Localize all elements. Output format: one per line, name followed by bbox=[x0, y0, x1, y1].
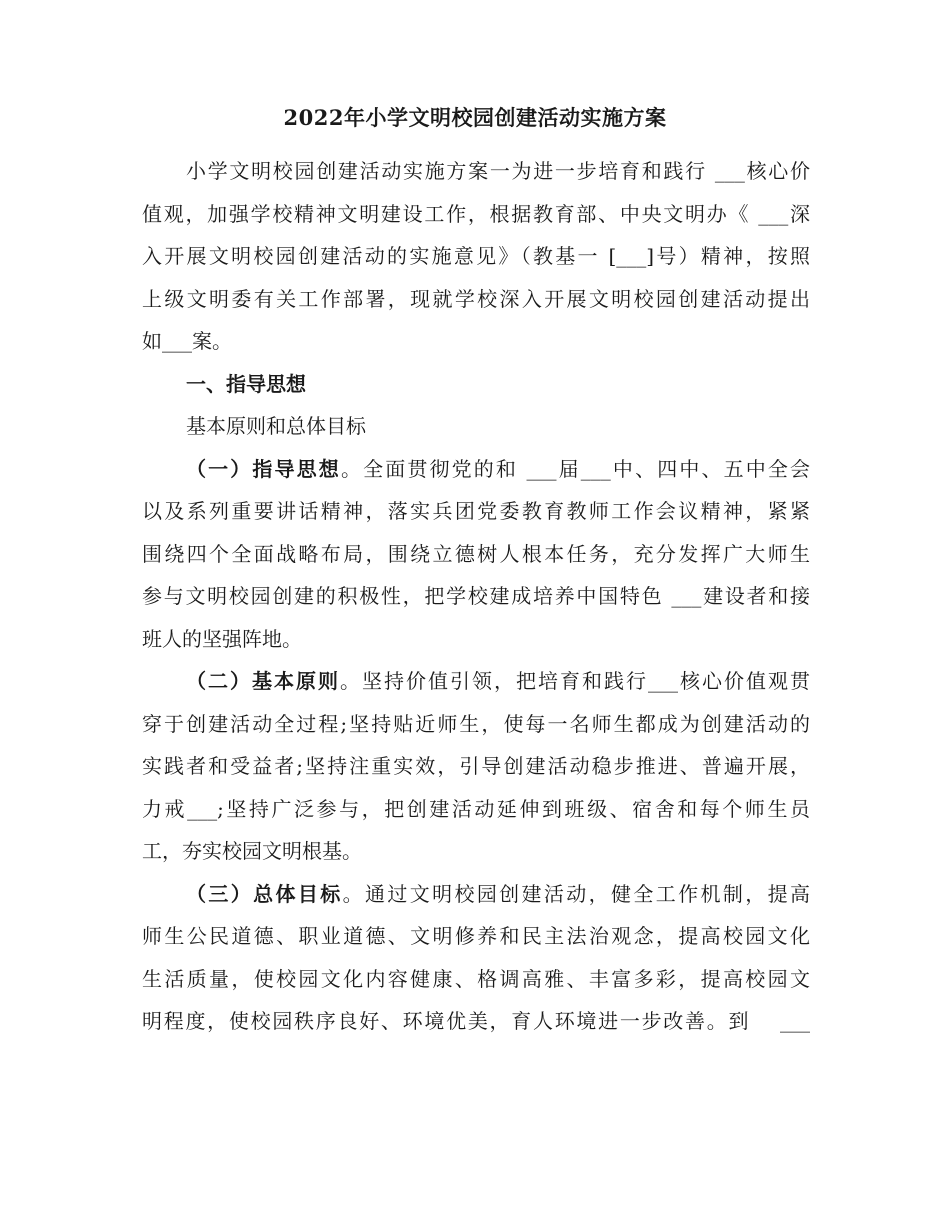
body-line bbox=[142, 320, 810, 363]
line-text: 力戒___;坚持广泛参与，把创建活动延伸到班级、宿舍和每个师生员 bbox=[142, 796, 810, 821]
body-line bbox=[142, 788, 810, 831]
body-line bbox=[142, 618, 810, 661]
line-text: 围绕四个全面战略布局，围绕立德树人根本任务，充分发挥广大师生 bbox=[142, 541, 810, 566]
body-line bbox=[142, 278, 810, 321]
section-heading: 一、指导思想 bbox=[186, 371, 306, 396]
body-line bbox=[142, 533, 810, 576]
document-body bbox=[142, 150, 810, 1043]
body-line bbox=[142, 745, 810, 788]
body-line bbox=[142, 660, 810, 703]
document-title: 2022年小学文明校园创建活动实施方案 bbox=[283, 105, 667, 130]
section-heading: （一）指导思想 bbox=[186, 456, 341, 481]
body-line bbox=[142, 703, 810, 746]
line-text: 穿于创建活动全过程;坚持贴近师生，使每一名师生都成为创建活动的 bbox=[142, 711, 810, 736]
line-text: 如___案。 bbox=[142, 329, 232, 353]
body-line bbox=[142, 193, 810, 236]
line-text: 。全面贯彻党的和 ___届___中、四中、五中全会 bbox=[340, 456, 811, 481]
body-line bbox=[142, 830, 810, 873]
line-text: 实践者和受益者;坚持注重实效，引导创建活动稳步推进、普遍开展， bbox=[142, 754, 810, 778]
line-text: 工，夯实校园文明根基。 bbox=[142, 839, 362, 863]
body-line bbox=[142, 448, 810, 491]
line-text: 。通过文明校园创建活动，健全工作机制，提高 bbox=[342, 881, 811, 906]
line-text: 明程度，使校园秩序良好、环境优美，育人环境进一步改善。到 ___ bbox=[142, 1009, 810, 1033]
body-line bbox=[142, 915, 810, 958]
line-text: 参与文明校园创建的积极性，把学校建成培养中国特色 ___建设者和接 bbox=[142, 584, 810, 608]
line-text: 值观，加强学校精神文明建设工作，根据教育部、中央文明办《 ___深 bbox=[142, 201, 810, 226]
body-line bbox=[142, 1000, 810, 1043]
line-text: 师生公民道德、职业道德、文明修养和民主法治观念，提高校园文化 bbox=[142, 924, 810, 948]
body-line bbox=[142, 490, 810, 533]
body-line bbox=[142, 150, 810, 193]
line-text: 以及系列重要讲话精神，落实兵团党委教育教师工作会议精神，紧紧 bbox=[142, 499, 810, 523]
line-text: 上级文明委有关工作部署，现就学校深入开展文明校园创建活动提出 bbox=[142, 286, 810, 311]
line-text: 入开展文明校园创建活动的实施意见》（教基一 [___]号）精神，按照 bbox=[142, 244, 810, 268]
body-line bbox=[142, 958, 810, 1001]
body-line bbox=[142, 575, 810, 618]
section-heading: （三）总体目标 bbox=[186, 881, 343, 906]
line-text: 班人的坚强阵地。 bbox=[142, 626, 302, 651]
body-line bbox=[142, 363, 810, 406]
body-line bbox=[142, 405, 810, 448]
body-line bbox=[142, 235, 810, 278]
section-heading: （二）基本原则 bbox=[186, 669, 340, 693]
line-text: 。坚持价值引领，把培育和践行___核心价值观贯 bbox=[340, 669, 810, 693]
body-line bbox=[142, 873, 810, 916]
line-text: 基本原则和总体目标 bbox=[186, 414, 366, 438]
line-text: 小学文明校园创建活动实施方案一为进一步培育和践行 ___核心价 bbox=[186, 159, 810, 183]
line-text: 生活质量，使校园文化内容健康、格调高雅、丰富多彩，提高校园文 bbox=[142, 966, 810, 991]
